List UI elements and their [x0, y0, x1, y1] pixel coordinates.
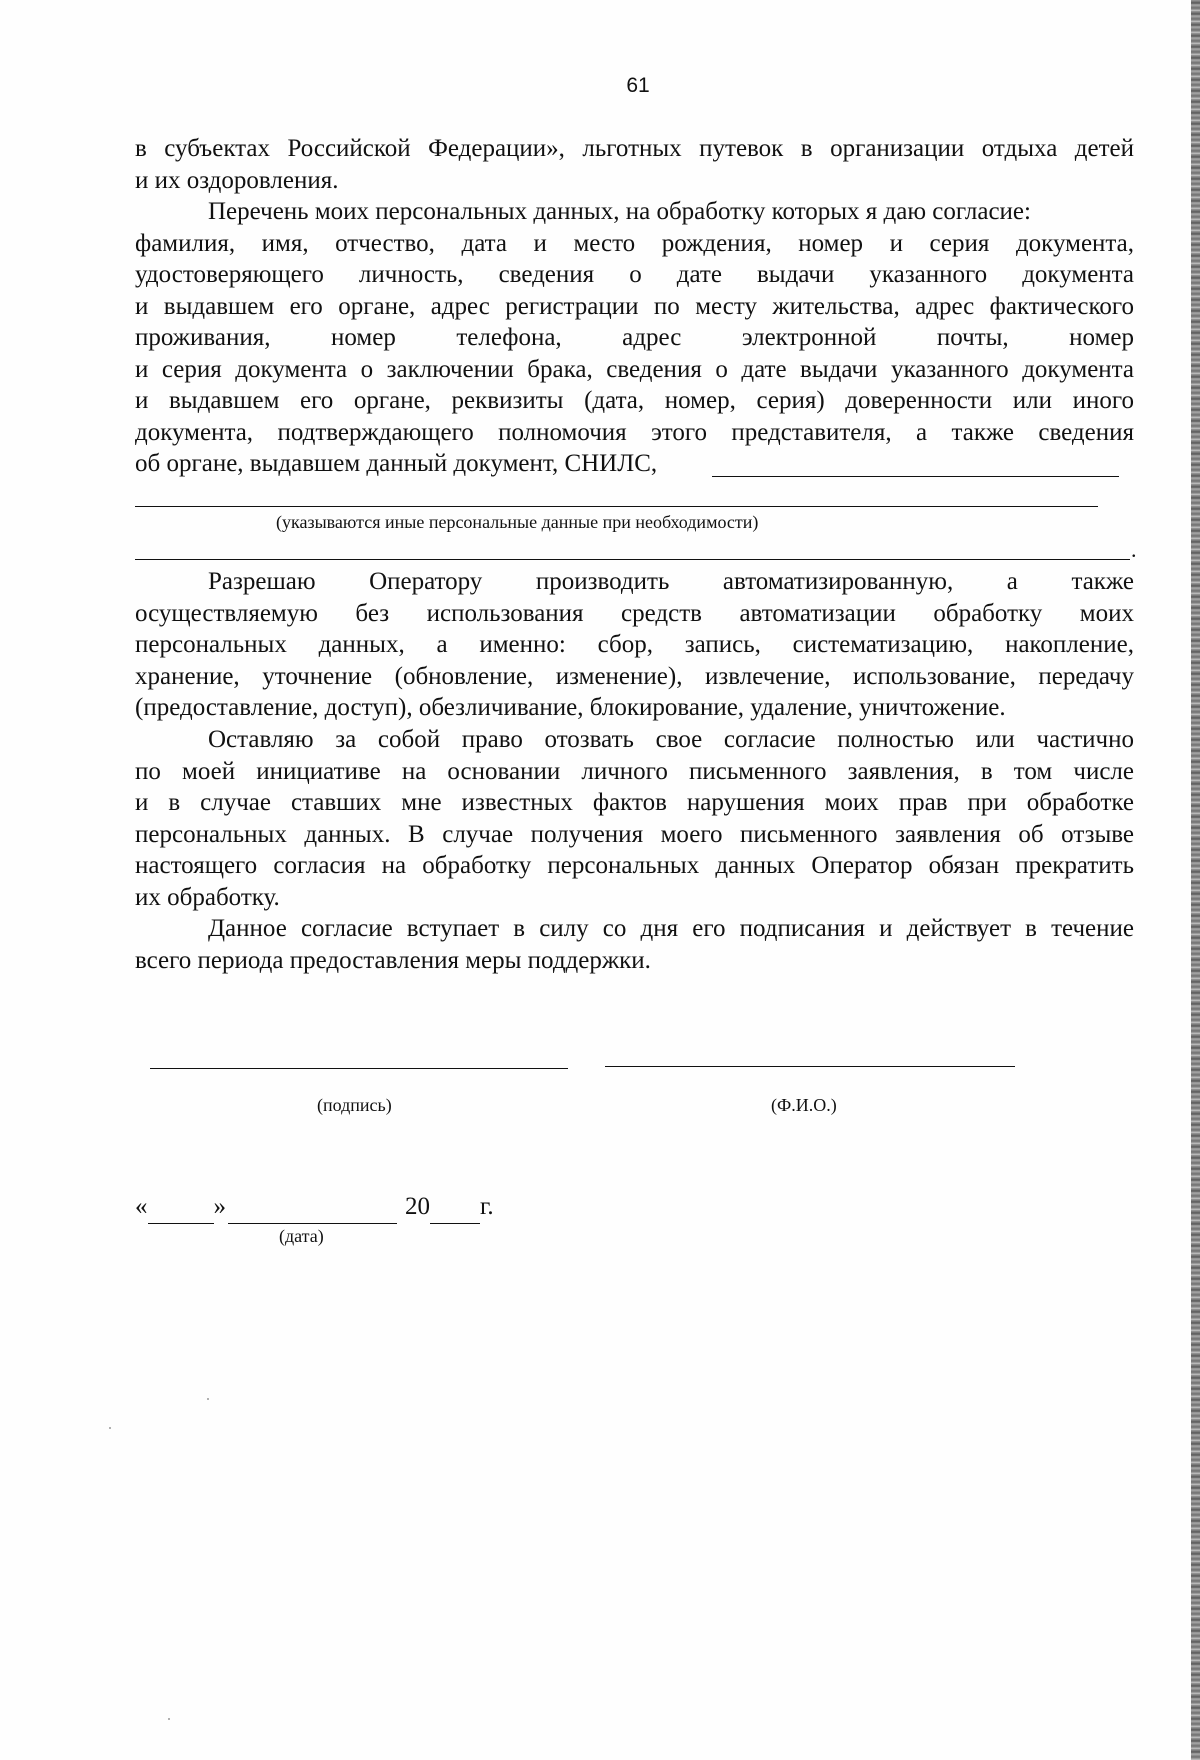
- date-caption: (дата): [279, 1226, 324, 1246]
- date-open-quote: «: [135, 1193, 148, 1220]
- text-line: их обработку.: [135, 883, 280, 911]
- other-data-caption: (указываются иные персональные данные при необходимости): [276, 512, 759, 532]
- other-data-blank-line[interactable]: [135, 506, 1098, 507]
- text-line: настоящего согласия на обработку персональных данных Оператор обязан прекратить: [135, 852, 1134, 879]
- text-line: Перечень моих персональных данных, на обработку которых я даю согласие:: [208, 198, 1031, 225]
- fio-blank-line[interactable]: [605, 1066, 1015, 1067]
- text-line: удостоверяющего личность, сведения о дате выдачи указанного документа: [135, 261, 1134, 288]
- text-line: и выдавшем его органе, реквизиты (дата, номер, серия) доверенности или иного: [135, 387, 1134, 414]
- paragraph-continuation: [135, 133, 1134, 196]
- snils-blank-line[interactable]: [712, 476, 1119, 477]
- other-data-end-dot: .: [1131, 537, 1137, 562]
- text-line: осуществляемую без использования средств автоматизации обработку моих: [135, 599, 1134, 627]
- signature-blank-line[interactable]: [150, 1068, 568, 1069]
- text-line: об органе, выдавшем данный документ, СНИЛС,: [135, 450, 658, 477]
- text-line: по моей инициативе на основании личного письменного заявления, в том числе: [135, 757, 1134, 785]
- text-line: хранение, уточнение (обновление, изменение), извлечение, использование, передачу: [135, 662, 1134, 690]
- text-line: Разрешаю Оператору производить автоматизированную, а также: [208, 568, 1134, 595]
- text-line: документа, подтверждающего полномочия этого представителя, а также сведения: [135, 418, 1134, 446]
- fio-caption: (Ф.И.О.): [771, 1095, 837, 1115]
- page-number: 61: [626, 74, 650, 97]
- text-line: и в случае ставших мне известных фактов нарушения моих прав при обработке: [135, 789, 1134, 816]
- text-line: проживания, номер телефона, адрес электронной почты, номер: [135, 324, 1134, 351]
- paragraph-validity: [135, 913, 1134, 976]
- text-line: фамилия, имя, отчество, дата и место рождения, номер и серия документа,: [135, 229, 1134, 257]
- text-line: персональных данных, а именно: сбор, запись, систематизацию, накопление,: [135, 631, 1134, 658]
- text-line: Данное согласие вступает в силу со дня его подписания и действует в течение: [208, 915, 1134, 942]
- paragraph-permission: [135, 566, 1134, 724]
- year-prefix: 20: [405, 1193, 430, 1220]
- scan-speck: [207, 1398, 209, 1400]
- text-line: (предоставление, доступ), обезличивание, блокирование, удаление, уничтожение.: [135, 694, 1006, 721]
- text-line: и их оздоровления.: [135, 166, 339, 194]
- other-data-blank-line-2[interactable]: [135, 559, 1130, 560]
- date-close-quote: »: [213, 1193, 226, 1220]
- scan-speck: [168, 1718, 170, 1720]
- year-blank[interactable]: [430, 1197, 480, 1224]
- text-line: всего периода предоставления меры поддержки.: [135, 946, 651, 974]
- scan-speck: [109, 1427, 111, 1429]
- year-suffix: г.: [480, 1193, 494, 1220]
- day-blank[interactable]: [148, 1197, 214, 1224]
- text-line: персональных данных. В случае получения моего письменного заявления об отзыве: [135, 820, 1134, 848]
- text-line: и серия документа о заключении брака, сведения о дате выдачи указанного документа: [135, 355, 1134, 383]
- paragraph-revocation: [135, 724, 1134, 913]
- scan-edge: [1191, 0, 1200, 1760]
- signature-caption: (подпись): [317, 1095, 392, 1115]
- date-line: [135, 1190, 494, 1224]
- month-blank[interactable]: [228, 1197, 397, 1224]
- text-line: Оставляю за собой право отозвать свое согласие полностью или частично: [208, 726, 1134, 753]
- text-line: и выдавшем его органе, адрес регистрации по месту жительства, адрес фактического: [135, 292, 1134, 320]
- text-line: в субъектах Российской Федерации», льготных путевок в организации отдыха детей: [135, 135, 1134, 162]
- paragraph-personal-data-list: [135, 196, 1134, 480]
